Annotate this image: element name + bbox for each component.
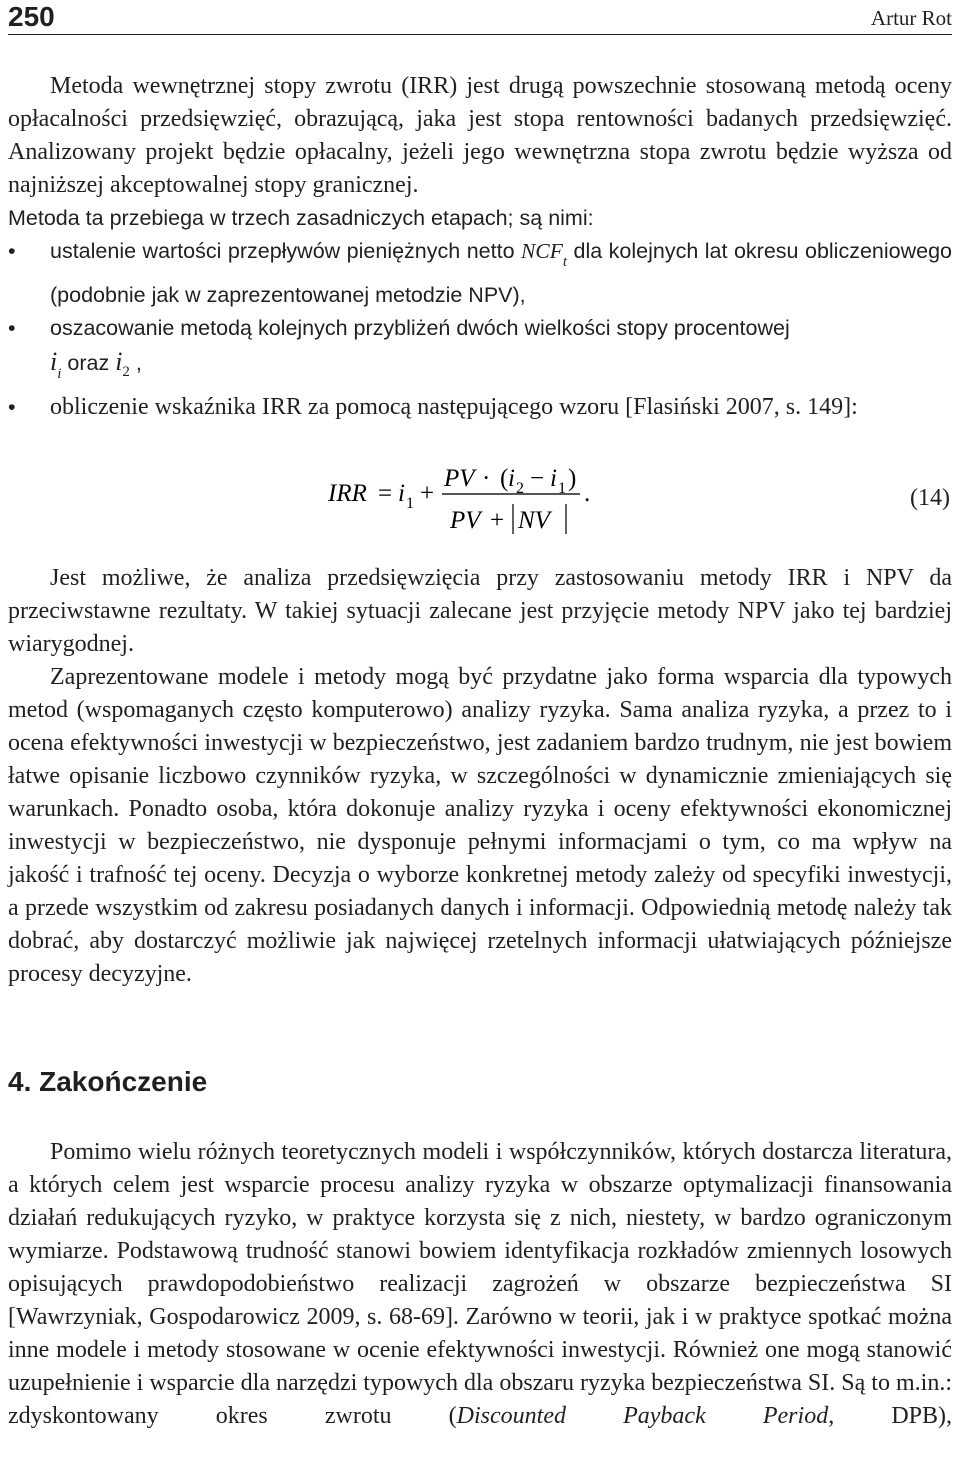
numerator-rparen: ) <box>568 465 577 492</box>
page-header <box>8 0 952 35</box>
formula-lhs: IRR <box>328 480 367 507</box>
page-number: 250 <box>8 1 55 32</box>
paragraph-irr-intro <box>8 70 952 202</box>
equation-number: (14) <box>910 485 950 511</box>
formula-sub-one: 1 <box>406 495 414 512</box>
ncf-symbol: NCF <box>521 239 563 263</box>
paragraph-text: Metoda ta przebiega w trzech zasadniczych etapach; są nimi: <box>8 206 594 230</box>
numerator-sub-two: 2 <box>516 480 524 497</box>
numerator-pv: PV <box>444 465 475 492</box>
irr-formula <box>320 456 960 546</box>
list-item: • oszacowanie metodą kolejnych przybliżeń dwóch wielkości stopy procentowej $i_i$ oraz $i_2$ , <box>8 312 952 391</box>
bullet-icon: • <box>8 395 16 419</box>
section-heading: 4. Zakończenie <box>8 1066 208 1097</box>
formula-graphic <box>320 456 620 546</box>
paragraph-text: Zaprezentowane modele i metody mogą być przydatne jako forma wsparcia dla typowych metod (wspomaganych często komputerowo) analizy ryzyka. Sama analiza ryzyka, a przez to i ocena efektywności inwestycji w bezpieczeństwo, jest zadaniem bardzo trudnym, nie jest bowiem łatwe opisanie liczbowo czynników ryzyka, w szczególności w dynamicznie zmieniających się warunkach. Ponadto osoba, która dokonuje analizy ryzyka i oceny efektywności ekonomicznej inwestycji w bezpieczeństwo, nie dysponuje pełnymi informacjami o tym, co ma wpływ na jakość i trafność tej oceny. Decyzja o wyborze konkretnej metody zależy od specyfiki inwestycji, a przede wszystkim od zakresu posiadanych danych i informacji. Odpowiednią metodę należy tak dobrać, aby dostarczyć możliwie jak najwięcej rzetelnych informacji ułatwiających późniejsze procesy decyzyjne. <box>8 664 952 987</box>
paragraph-irr-npv <box>8 562 952 661</box>
formula-equals: = <box>378 480 393 507</box>
running-author: Artur Rot <box>870 6 952 30</box>
paragraph-stages-intro <box>8 202 952 235</box>
denominator-pv: PV <box>450 507 481 534</box>
italic-term: Discounted Payback Period <box>456 1403 829 1429</box>
formula-period: . <box>584 480 591 507</box>
paragraph-conclusion <box>8 1136 952 1433</box>
formula-i: i <box>398 480 405 507</box>
numerator-dot: · <box>482 465 491 492</box>
bullet-icon: • <box>8 239 16 263</box>
numerator-lparen: ( <box>500 465 509 492</box>
bullet-icon: • <box>8 316 16 340</box>
denominator-plus: + <box>490 507 505 534</box>
paragraph-models <box>8 661 952 991</box>
numerator-i2: i <box>508 465 515 492</box>
paragraph-text: Jest możliwe, że analiza przedsięwzięcia przy zastosowaniu metody IRR i NPV da przeciwstawne rezultaty. W takiej sytuacji zalecane jest przyjęcie metody NPV jako tej bardziej wiarygodnej. <box>8 565 952 657</box>
numerator-i1: i <box>550 465 557 492</box>
paragraph-text: Pomimo wielu różnych teoretycznych modeli i współczynników, których dostarcza literatura, a których celem jest wsparcie procesu analizy ryzyka w obszarze optymalizacji finansowania działań redukujących ryzyko, w praktyce korzysta się z nich, niestety, w bardzo ograniczonym wymiarze. Podstawową trudność stanowi bowiem identyfikacja rozkładów zmiennych losowych opisujących prawdopodobieństwo realizacji zagrożeń w obszarze bezpieczeństwa SI [Wawrzyniak, Gospodarowicz 2009, s. 68-69]. Zarówno w teorii, jak i w praktyce spotkać można inne modele i metody stosowane w ocenie efektywności inwestycji. Również one mogą stanowić uzupełnienie i wsparcie dla narzędzi typowych dla obszaru ryzyka bezpieczeństwa SI. Są to m.in.: zdyskontowany okres zwrotu (Discounted Payback Period, DPB), <box>8 1139 952 1429</box>
denominator-nv: NV <box>518 507 550 534</box>
list-item: • obliczenie wskaźnika IRR za pomocą następującego wzoru [Flasiński 2007, s. 149]: <box>8 391 952 424</box>
paragraph-text: Metoda wewnętrznej stopy zwrotu (IRR) jest drugą powszechnie stosowaną metodą oceny opłacalności przedsięwzięć, obrazującą, jaka jest stopa rentowności badanych przedsięwzięć. Analizowany projekt będzie opłacalny, jeżeli jego wewnętrzna stopa zwrotu będzie wyższa od najniższej akceptowalnej stopy granicznej. <box>8 73 952 198</box>
formula-plus: + <box>420 480 435 507</box>
numerator-sub-one: 1 <box>558 480 566 497</box>
numerator-minus: − <box>530 465 545 492</box>
list-item: • ustalenie wartości przepływów pieniężnych netto $NCF_t$ dla kolejnych lat okresu obliczeniowego (podobnie jak w zaprezentowanej metodzie NPV), <box>8 235 952 312</box>
stages-list <box>8 235 952 424</box>
